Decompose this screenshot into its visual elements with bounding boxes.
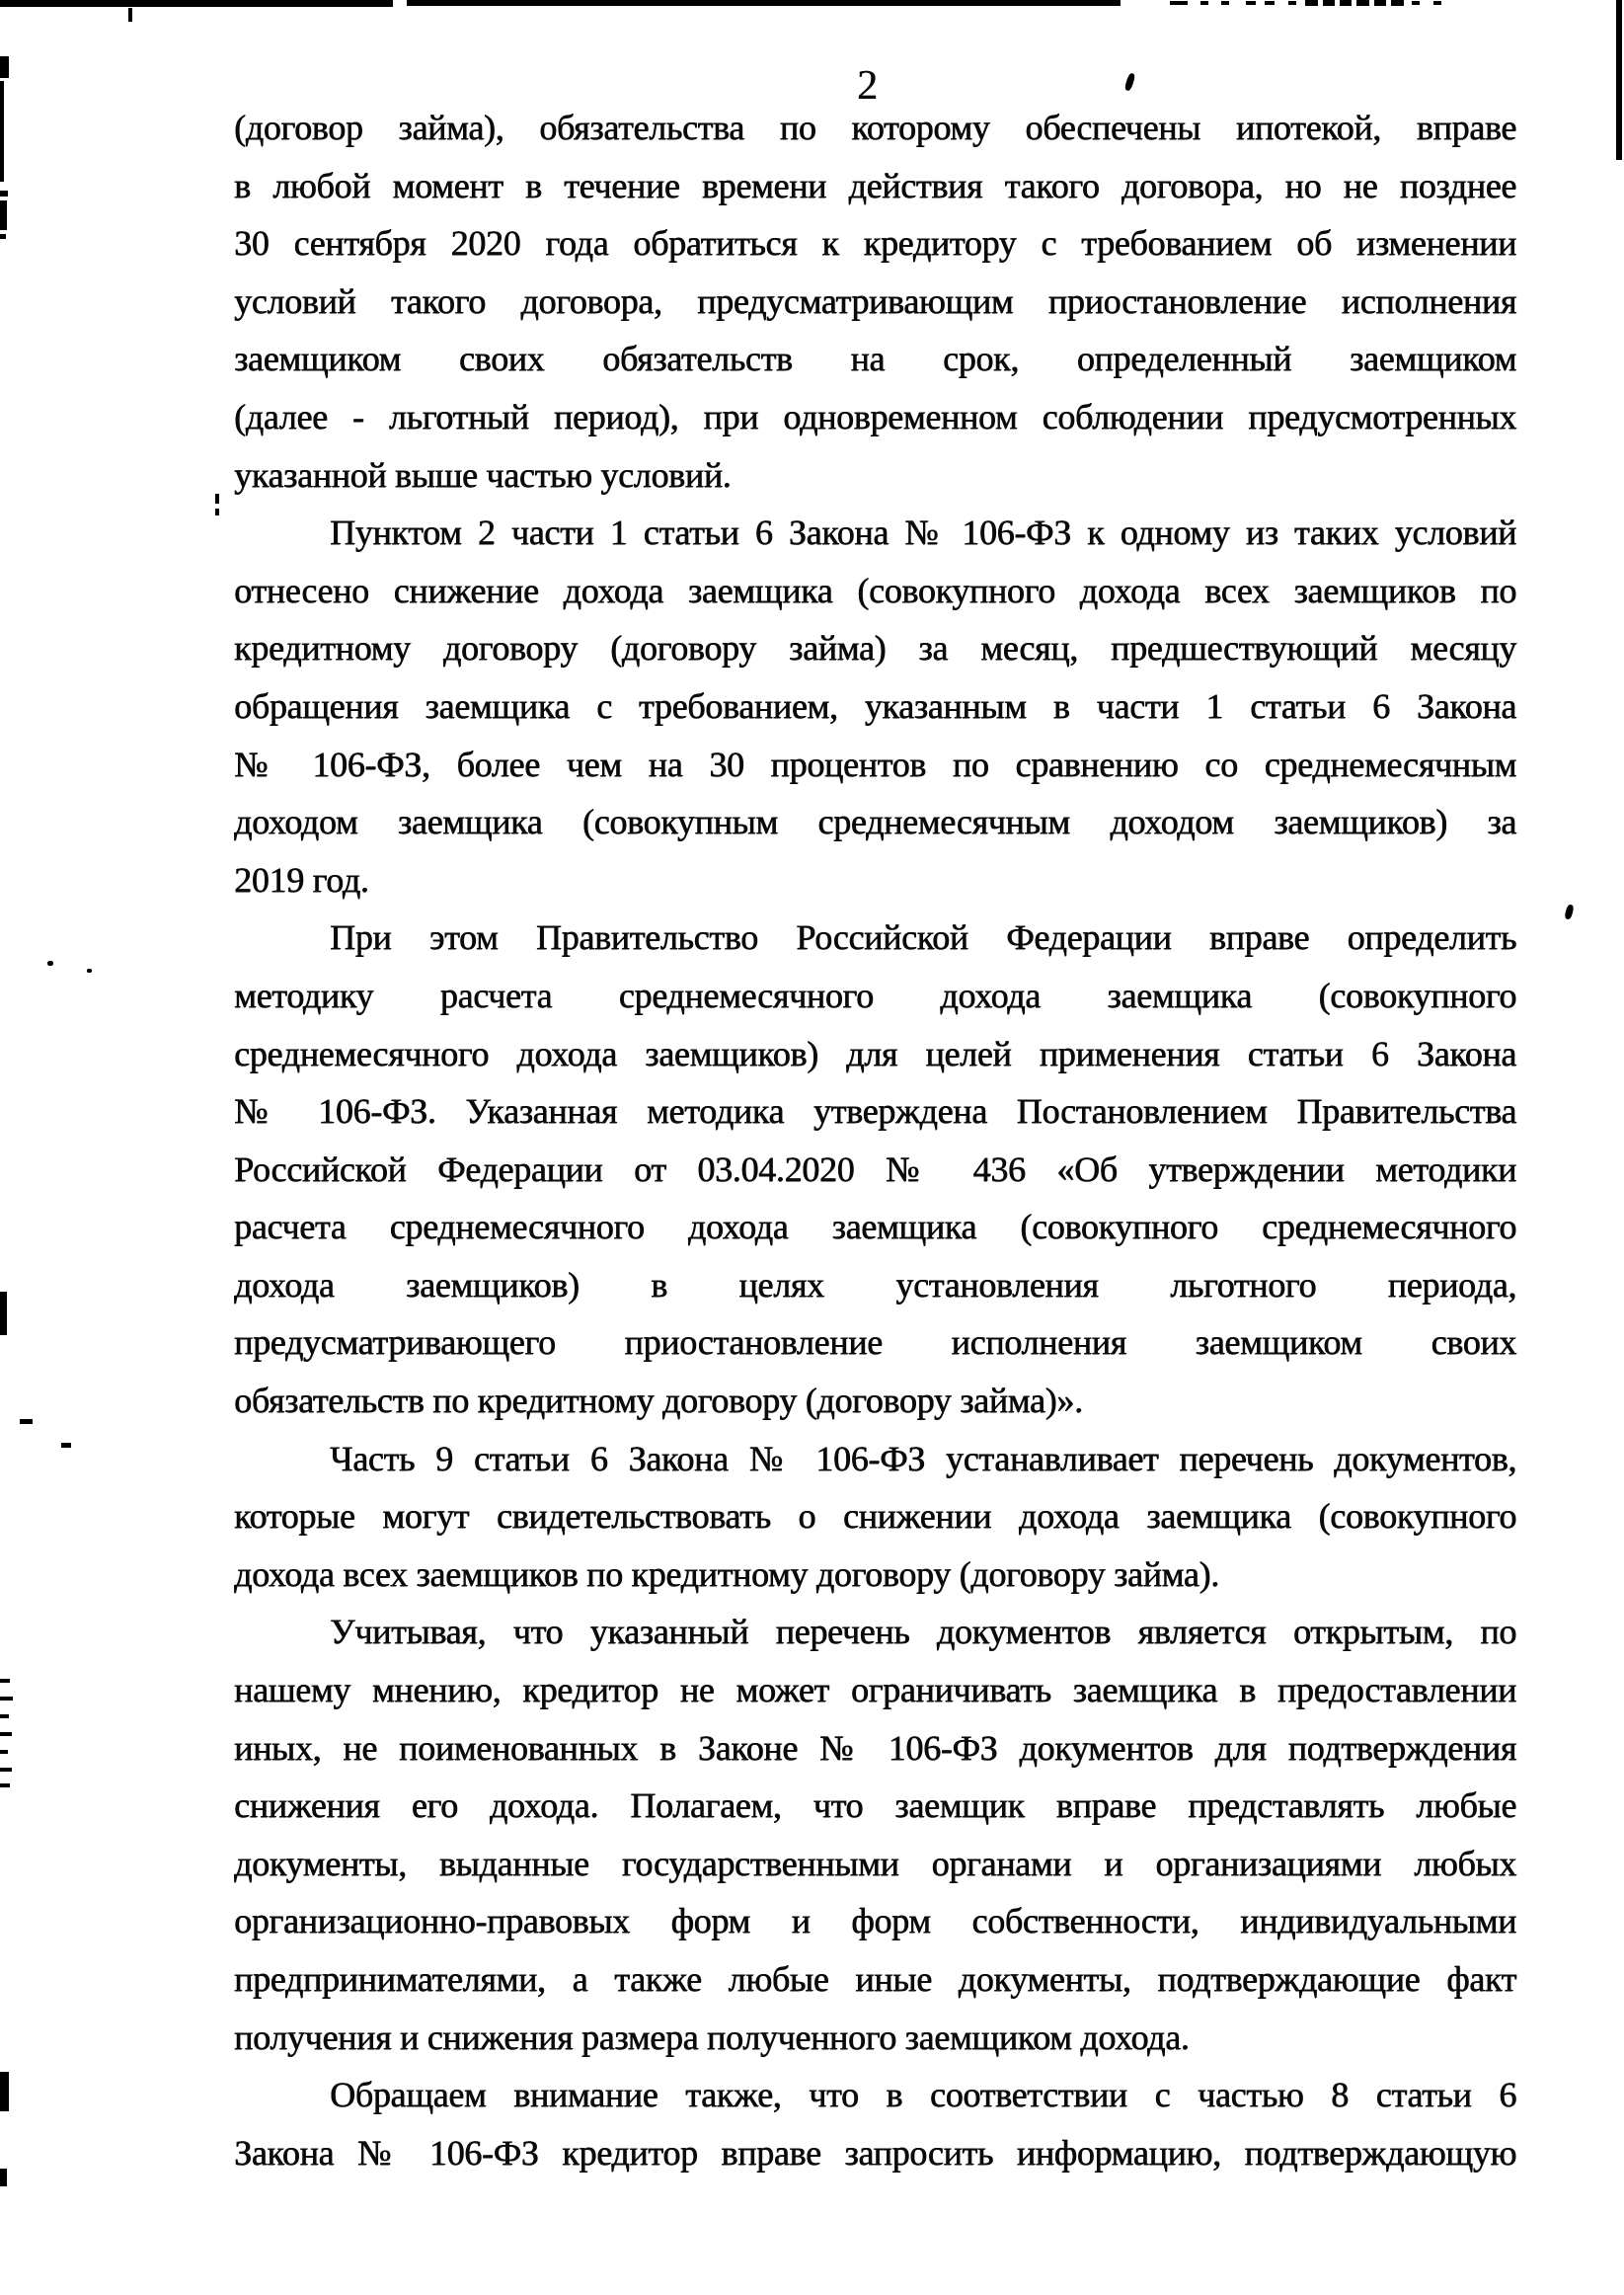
scan-left-edge-mark [0, 1679, 10, 1683]
text-line: иных, не поименованных в Законе № 106-ФЗ документов для подтверждения [234, 1727, 1516, 1768]
text-line: снижения его дохода. Полагаем, что заемщик вправе представлять любые [234, 1785, 1516, 1826]
text-line: Часть 9 статьи 6 Закона № 106-ФЗ устанавливает перечень документов, [330, 1438, 1516, 1478]
scan-left-edge-mark [0, 1714, 9, 1718]
text-line: методику расчета среднемесячного дохода заемщика (совокупного [234, 975, 1516, 1015]
scan-left-edge-mark [0, 1292, 7, 1335]
text-line: получения и снижения размера полученного заемщиком дохода. [234, 2017, 1190, 2057]
scan-top-border-dash [1288, 1, 1296, 5]
text-line: среднемесячного дохода заемщиков) для целей применения статьи 6 Закона [234, 1033, 1516, 1073]
scan-left-edge-mark [0, 200, 7, 230]
text-line: № 106-ФЗ. Указанная методика утверждена Постановлением Правительства [234, 1091, 1516, 1132]
scan-top-border-dash [1391, 0, 1404, 6]
text-line: указанной выше частью условий. [234, 454, 732, 495]
text-line: отнесено снижение дохода заемщика (совокупного дохода всех заемщиков по [234, 570, 1516, 610]
scan-left-edge-mark [0, 2072, 9, 2111]
text-line: Пунктом 2 части 1 статьи 6 Закона № 106-ФЗ к одному из таких условий [330, 513, 1516, 553]
text-line: Учитывая, что указанный перечень документов является открытым, по [330, 1612, 1516, 1652]
scan-left-edge-mark [0, 1750, 8, 1754]
scan-left-edge-mark [0, 191, 8, 197]
page-number: 2 [857, 63, 878, 109]
scan-top-border-dash [1265, 1, 1275, 5]
text-line: дохода заемщиков) в целях установления льготного периода, [234, 1264, 1516, 1305]
scan-right-edge-line [1616, 0, 1622, 160]
scan-top-border [0, 0, 393, 7]
text-line: нашему мнению, кредитор не может ограничивать заемщика в предоставлении [234, 1670, 1516, 1710]
text-line: заемщиком своих обязательств на срок, определенный заемщиком [234, 339, 1516, 379]
text-line: организационно-правовых форм и форм собственности, индивидуальными [234, 1901, 1516, 1941]
scan-left-edge-mark [0, 56, 9, 78]
text-line: Закона № 106-ФЗ кредитор вправе запросить информацию, подтверждающую [234, 2132, 1516, 2173]
text-line: доходом заемщика (совокупным среднемесячным доходом заемщиков) за [234, 802, 1516, 842]
scan-left-edge-mark [0, 1768, 12, 1772]
scan-margin-dash [20, 1419, 33, 1424]
text-line: расчета среднемесячного дохода заемщика (совокупного среднемесячного [234, 1207, 1516, 1247]
scan-left-edge-mark [0, 234, 6, 239]
scan-top-border-dash [1246, 1, 1256, 5]
text-line: обязательств по кредитному договору (договору займа)». [234, 1381, 1083, 1421]
text-line: условий такого договора, предусматривающим приостановление исполнения [234, 280, 1516, 321]
text-line: 30 сентября 2020 года обратиться к кредитору с требованием об изменении [234, 223, 1516, 264]
text-line: Российской Федерации от 03.04.2020 № 436 «Об утверждении методики [234, 1148, 1516, 1189]
text-line: предусматривающего приостановление исполнения заемщиком своих [234, 1322, 1516, 1363]
text-body [234, 99, 1516, 2181]
scan-left-edge-mark [0, 1697, 13, 1701]
scan-margin-dash [215, 509, 219, 515]
text-line: дохода всех заемщиков по кредитному договору (договору займа). [234, 1553, 1219, 1594]
scan-left-edge-mark [0, 1783, 10, 1787]
text-line: которые могут свидетельствовать о снижении дохода заемщика (совокупного [234, 1496, 1516, 1537]
scan-speck [87, 969, 92, 973]
text-line: (договор займа), обязательства по которому обеспечены ипотекой, вправе [234, 108, 1516, 147]
scan-margin-dash [61, 1443, 71, 1448]
scan-top-border-dash [1323, 0, 1335, 6]
scan-top-border-dash [1200, 1, 1208, 5]
text-line: в любой момент в течение времени действия такого договора, но не позднее [234, 165, 1516, 205]
scan-left-edge-mark [0, 2169, 7, 2186]
scan-speck [1123, 72, 1135, 91]
scan-speck [1564, 904, 1575, 919]
text-line: При этом Правительство Российской Федерации вправе определить [330, 917, 1516, 958]
scan-top-border-dash [1305, 0, 1318, 6]
text-line: № 106-ФЗ, более чем на 30 процентов по сравнению со среднемесячным [234, 744, 1516, 784]
scan-left-edge-line [0, 81, 4, 182]
text-line: (далее - льготный период), при одновременном соблюдении предусмотренных [234, 396, 1516, 436]
text-line: Обращаем внимание также, что в соответствии с частью 8 статьи 6 [330, 2075, 1516, 2115]
scan-top-border-dash [1170, 1, 1188, 5]
text-line: обращения заемщика с требованием, указанным в части 1 статьи 6 Закона [234, 685, 1516, 726]
scan-top-border-dash [1374, 0, 1386, 6]
text-line: предпринимателями, а также любые иные документы, подтверждающие факт [234, 1959, 1516, 1999]
text-line: документы, выданные государственными органами и организациями любых [234, 1843, 1516, 1883]
scan-top-tick [128, 8, 132, 22]
text-line: 2019 год. [234, 859, 369, 900]
scan-top-border-dash [1356, 0, 1369, 6]
scan-top-border-dash [1433, 1, 1441, 5]
scan-margin-dash [215, 494, 219, 504]
scan-top-border-dash [1412, 1, 1420, 5]
scan-top-border [407, 0, 1121, 6]
text-line: кредитному договору (договору займа) за месяц, предшествующий месяцу [234, 628, 1516, 669]
scan-top-border-dash [1221, 1, 1229, 5]
scan-top-border-dash [1340, 0, 1352, 6]
scan-left-edge-mark [0, 1732, 12, 1736]
scan-speck [47, 961, 53, 966]
